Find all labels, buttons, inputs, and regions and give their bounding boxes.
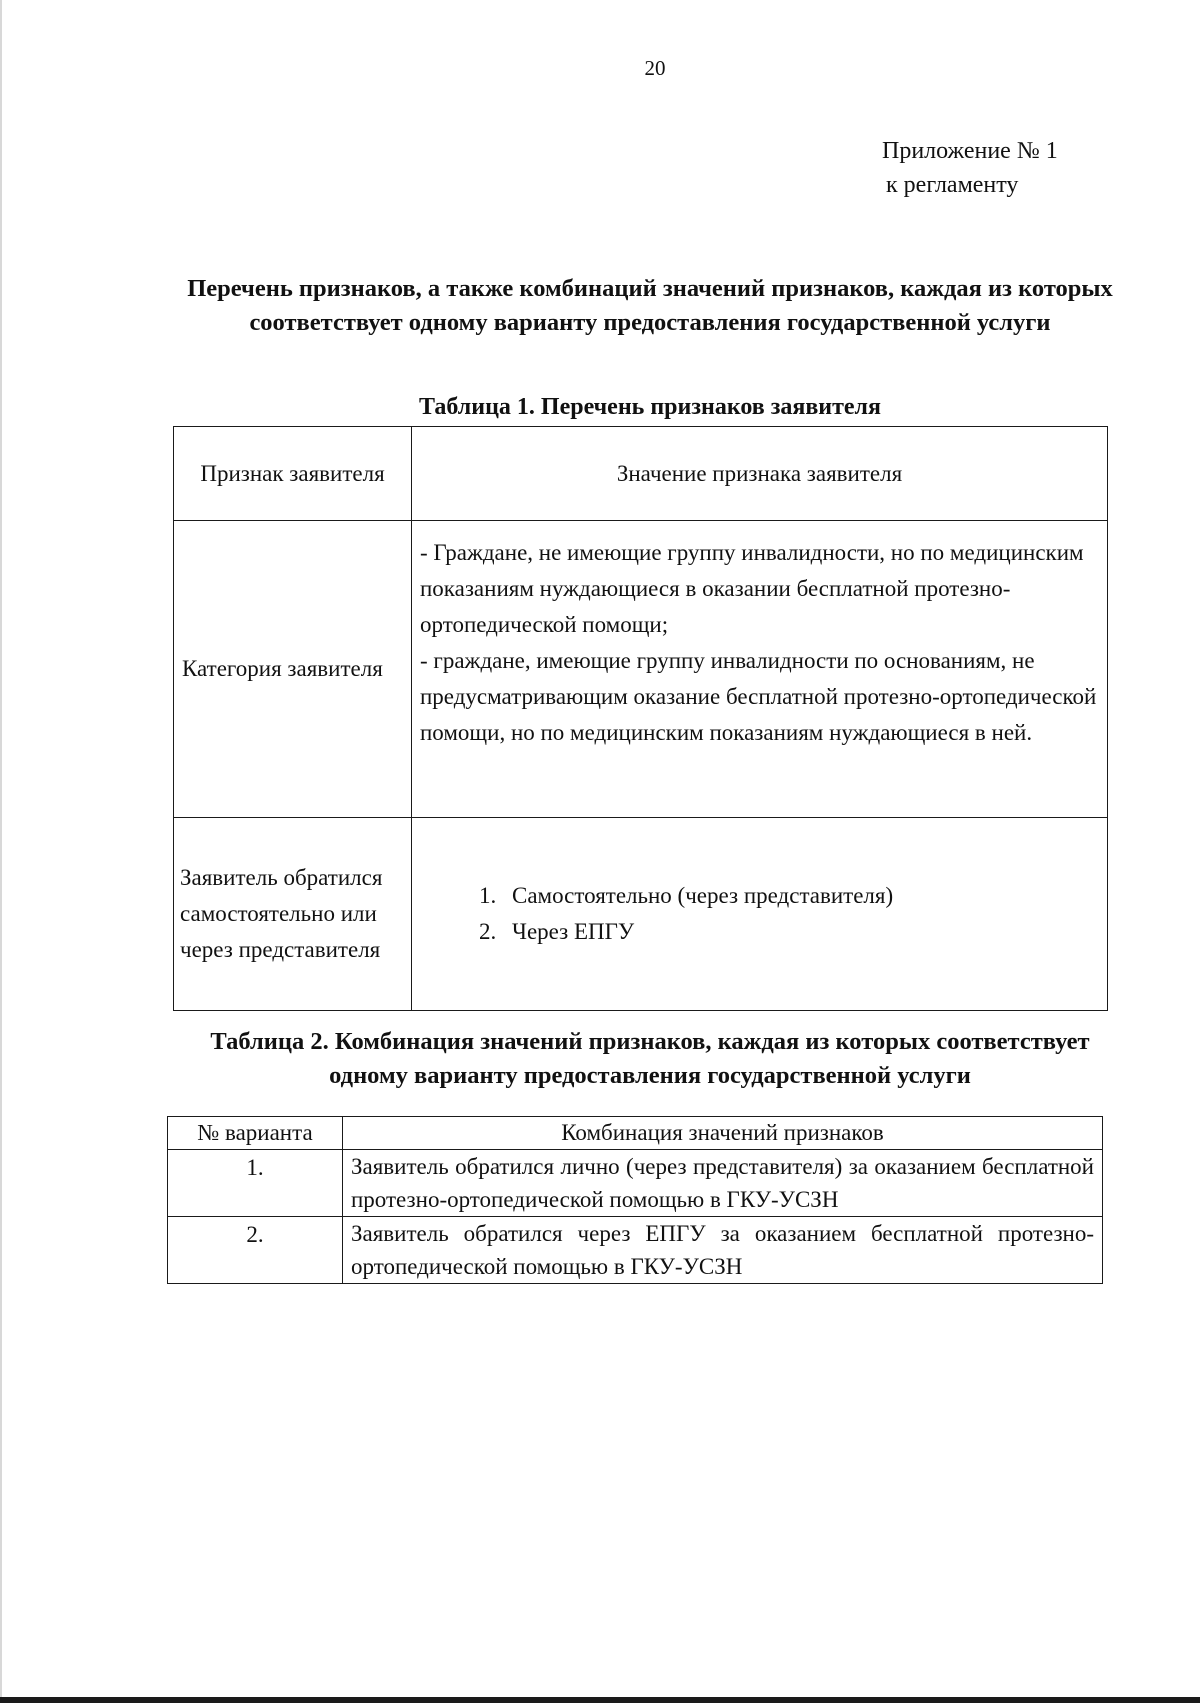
table1-value-line: - граждане, имеющие группу инвалидности по основаниям, не предусматривающим оказание бесплатной протезно-ортопедической помощи, но по медицинским показаниям нуждающиеся в ней. [420,648,1097,745]
table1-row-label: Категория заявителя [174,521,412,818]
appendix-line-1: Приложение № 1 [882,138,1058,164]
table2-row [168,1217,1103,1284]
list-item: 1. Самостоятельно (через представителя) [502,878,1106,914]
variant-combination: Заявитель обратился лично (через представителя) за оказанием бесплатной протезно-ортопедической помощью в ГКУ-УСЗН [343,1150,1103,1217]
table2-header-row [168,1117,1103,1150]
applicant-attributes-table [173,426,1108,1011]
table1-row-value [412,818,1108,1011]
table1-header-attribute: Признак заявителя [174,427,412,521]
table1-row [174,818,1108,1011]
table2-header-number: № варианта [168,1117,343,1150]
variant-combination: Заявитель обратился через ЕПГУ за оказанием бесплатной протезно-ортопедической помощью в ГКУ-УСЗН [343,1217,1103,1284]
appendix-line-2: к регламенту [886,172,1019,198]
table1-row-label: Заявитель обратился самостоятельно или через представителя [174,818,412,1011]
variant-number: 1. [168,1150,343,1217]
table1-caption: Таблица 1. Перечень признаков заявителя [418,394,882,420]
variant-number: 2. [168,1217,343,1284]
table2-row [168,1150,1103,1217]
variant-combinations-table [167,1116,1103,1284]
page-number: 20 [644,56,666,80]
table1-header-value: Значение признака заявителя [412,427,1108,521]
table2-caption: Таблица 2. Комбинация значений признаков, каждая из которых соответствует одному варианту предоставления государственной услуги [210,1028,1090,1089]
table1-row [174,521,1108,818]
table1-value-line: - Граждане, не имеющие группу инвалидности, но по медицинским показаниям нуждающиеся в оказании бесплатной протезно-ортопедической помощи; [420,540,1084,637]
table1-header-row [174,427,1108,521]
page-left-edge [0,0,2,1703]
document-title: Перечень признаков, а также комбинаций значений признаков, каждая из которых соответствует одному варианту предоставления государственной услуги [187,275,1113,336]
list-item: 2. Через ЕПГУ [502,914,1106,950]
appendix-note [882,134,1058,202]
scan-bottom-edge [0,1697,1200,1703]
table2-header-combination: Комбинация значений признаков [343,1117,1103,1150]
table1-row-value [412,521,1108,818]
method-list [458,878,1106,950]
